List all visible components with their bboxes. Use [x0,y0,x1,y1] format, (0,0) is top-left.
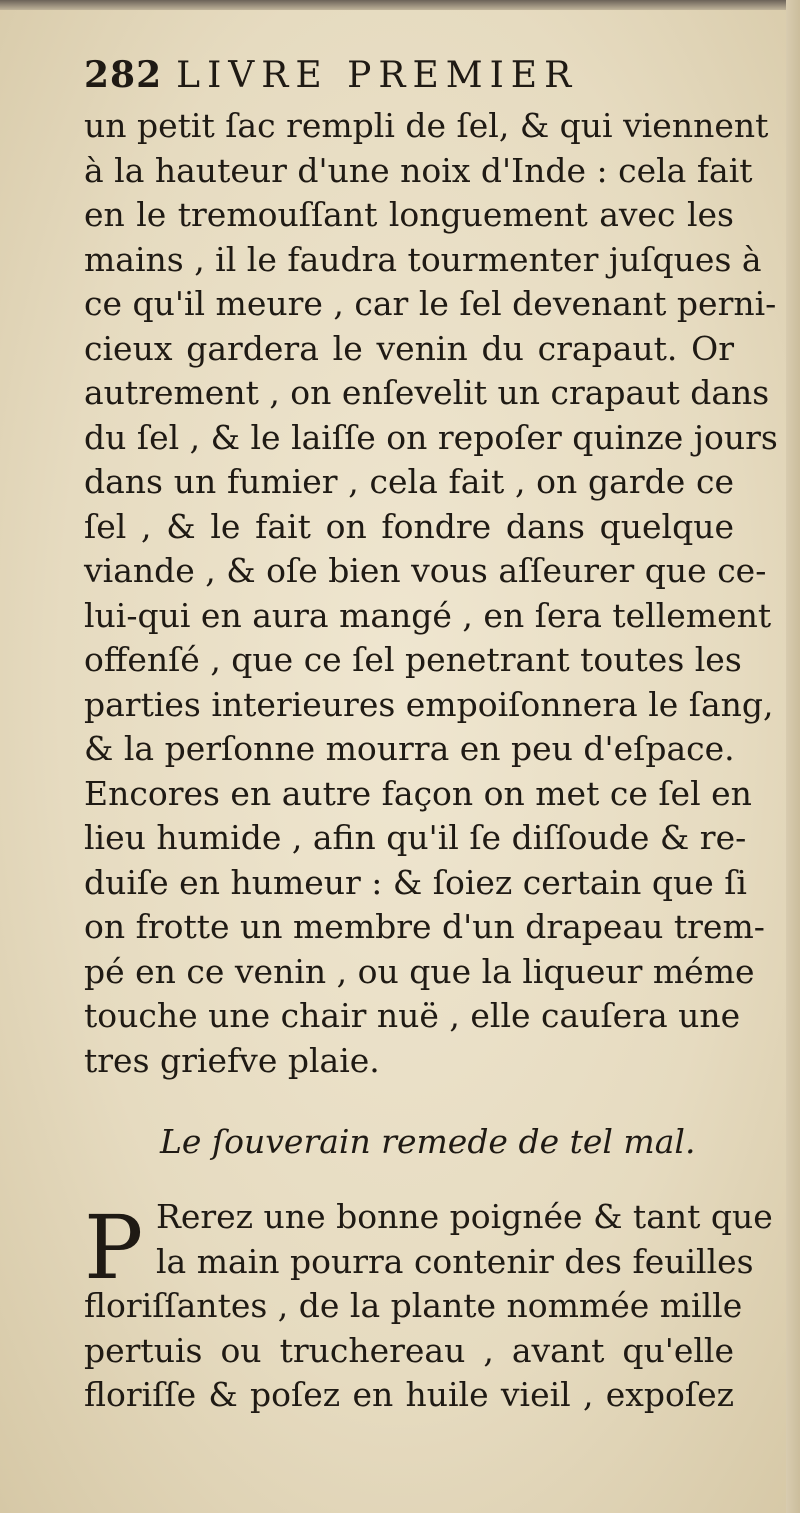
text-line: touche une chair nuë , elle cauſera une [84,996,741,1035]
page-top-edge [0,0,800,10]
text-line: viande , & oſe bien vous aſſeurer que ce- [84,551,767,590]
page-right-edge [786,0,800,1513]
text-line: Encores en autre façon on met ce ſel en [84,773,752,813]
text-line: floriſſe & poſez en huile vieil , expoſez [84,1375,734,1414]
text-line: & la perſonne mourra en peu d'eſpace. [84,729,735,768]
text-line: la main pourra contenir des feuilles [156,1241,754,1281]
text-line: floriſſantes , de la plante nommée mille [84,1286,743,1325]
text-line: tres griefve plaie. [84,1040,380,1080]
text-line: lieu humide , afin qu'il ſe diſſoude & re- [84,818,747,857]
text-line: mains , il le faudra tourmenter juſques à [84,239,762,279]
text-line: ſel , & le fait on fondre dans quelque [84,506,734,546]
text-line: Rerez une bonne poignée & tant que [156,1197,773,1236]
running-title: LIVRE PREMIER [176,55,579,96]
text-line: parties interieures empoiſonnera le ſang, [84,684,774,724]
text-line: pé en ce venin , ou que la liqueur méme [84,951,755,991]
drop-cap: P [84,1196,144,1299]
section-heading: Le ſouverain remede de tel mal. [160,1122,696,1161]
text-line: un petit ſac rempli de ſel, & qui viennent [84,106,769,145]
text-line: on frotte un membre d'un drapeau trem- [84,907,765,946]
text-line: duiſe en humeur : & ſoiez certain que ſi [84,862,747,902]
text-line: du ſel , & le laiſſe on repoſer quinze jours [84,417,778,457]
text-line: lui-qui en aura mangé , en ſera tellement [84,595,772,635]
text-line: en le tremouſſant longuement avec les [84,195,734,234]
page-number: 282 [84,54,163,96]
text-line: cieux gardera le venin du crapaut. Or [84,328,734,368]
text-line: pertuis ou truchereau , avant qu'elle [84,1330,734,1370]
main-paragraph [84,104,778,1083]
text-line: offenſé , que ce ſel penetrant toutes les [84,640,742,679]
running-header [84,54,578,96]
second-paragraph [84,1192,773,1415]
text-line: dans un fumier , cela fait , on garde ce [84,462,734,501]
text-line: ce qu'il meure , car le ſel devenant perni- [84,284,777,323]
text-line: à la hauteur d'une noix d'Inde : cela fait [84,150,753,190]
text-line: autrement , on enſevelit un crapaut dans [84,373,770,412]
